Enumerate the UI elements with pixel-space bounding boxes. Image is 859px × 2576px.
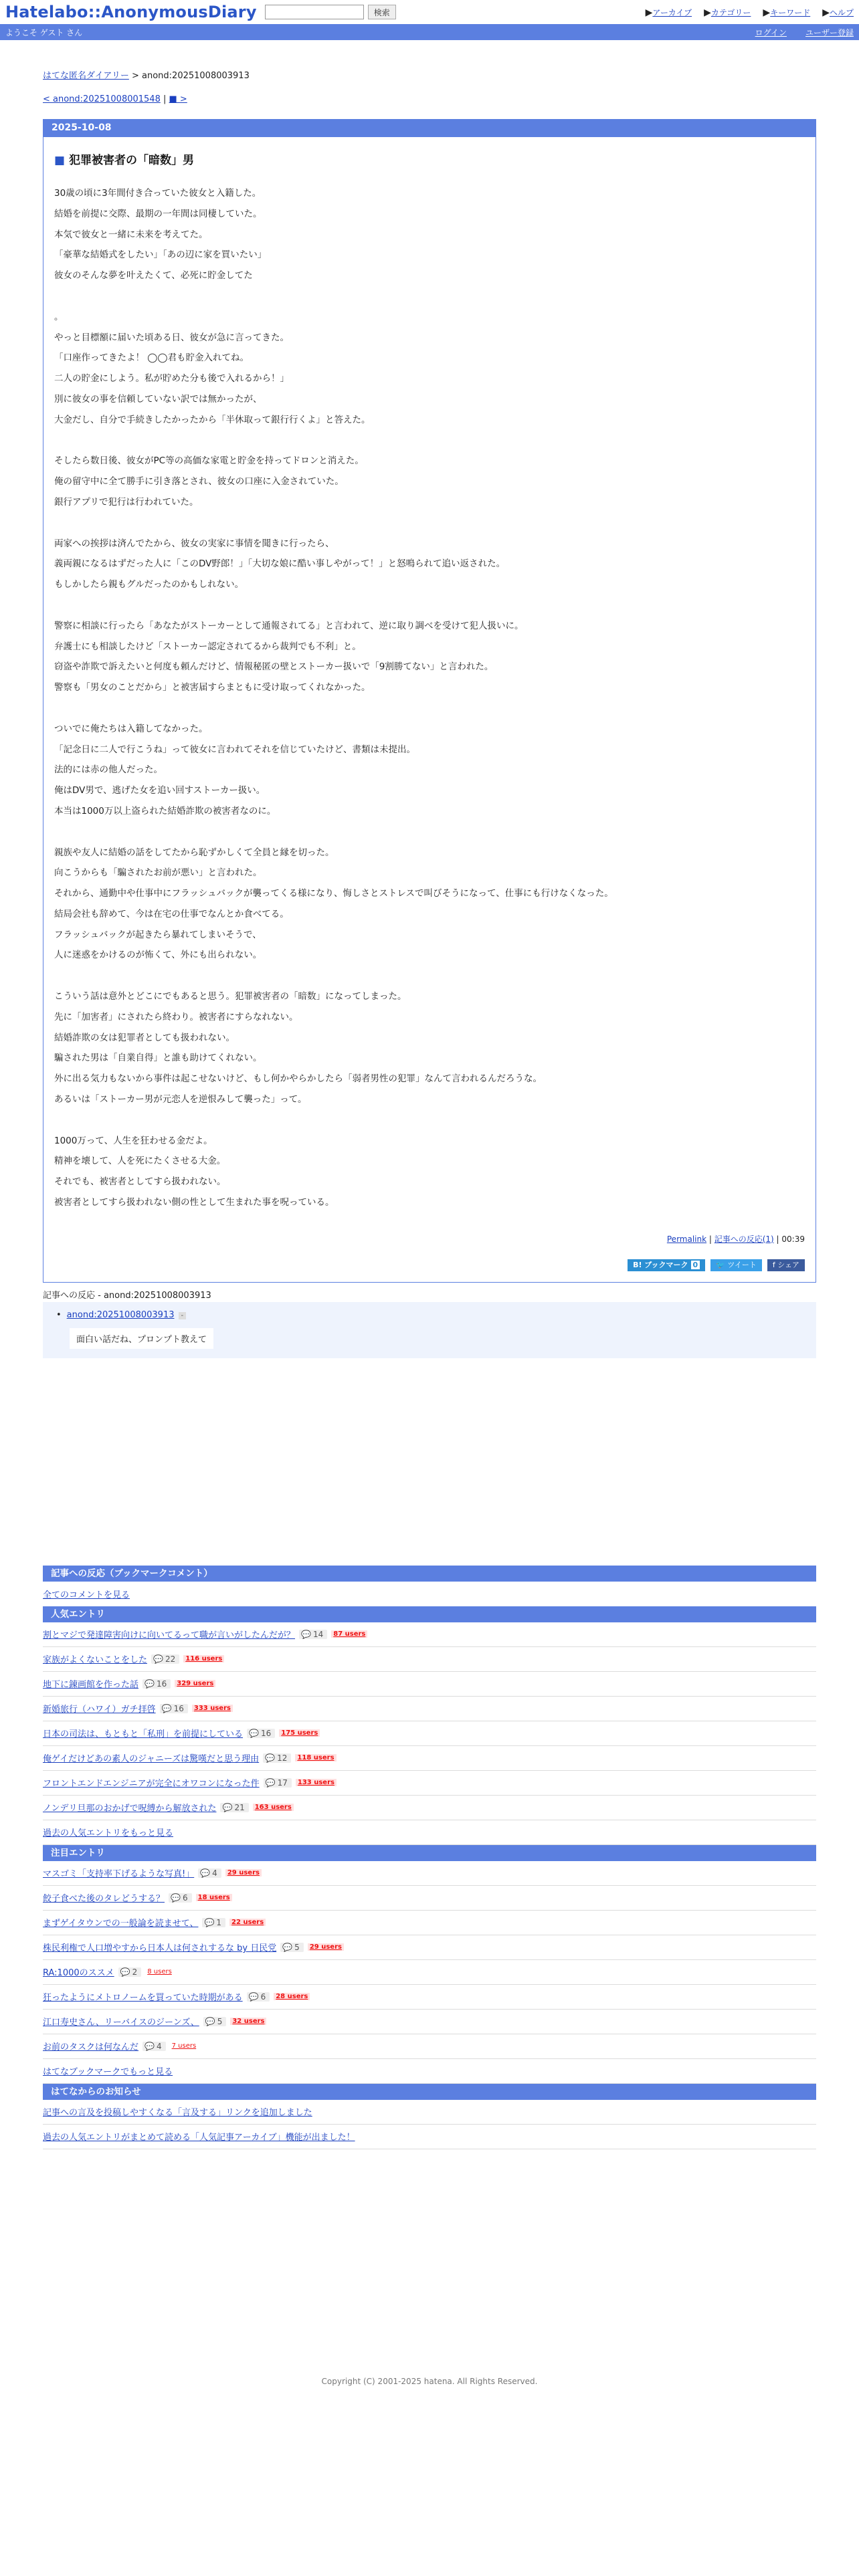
entry-link[interactable]: 日本の司法は、もともと「私刑」を前提にしている xyxy=(43,1729,244,1740)
entry-line: 被害者としてすら扱われない側の性として生まれた事を呪っている。 xyxy=(54,1197,335,1208)
login-link[interactable]: ログイン xyxy=(755,27,787,37)
comment-count-badge[interactable] xyxy=(151,1654,179,1664)
entry-link[interactable]: お前のタスクは何なんだ xyxy=(43,2042,139,2053)
footer-separator: | xyxy=(706,1234,714,1244)
comment-bubble-icon: 💬 xyxy=(153,1654,163,1664)
entry-line: 向こうからも「騙されたお前が悪い」と言われた。 xyxy=(54,867,262,879)
list-item xyxy=(43,1721,816,1746)
list-item xyxy=(43,1672,816,1697)
notices-header: はてなからのお知らせ xyxy=(43,2084,816,2100)
comment-count: 6 xyxy=(182,1893,188,1903)
breadcrumb-home-link[interactable]: はてな匿名ダイアリー xyxy=(43,71,129,81)
archive-link[interactable] xyxy=(646,7,692,18)
entry-line: 警察に相談に行ったら「あなたがストーカーとして通報されてる」と言われて、逆に取り調べを受けて犯人扱いに。 xyxy=(54,620,524,631)
comment-bubble-icon: 💬 xyxy=(248,1992,259,2002)
entry-line: それでも、被害者としてすら扱われない。 xyxy=(54,1176,226,1188)
users-count-badge[interactable]: 18 users xyxy=(196,1894,232,1901)
entry-line: そしたら数日後、彼女がPC等の高価な家電と貯金を持ってドロンと消えた。 xyxy=(54,455,364,467)
comment-bubble-icon: 💬 xyxy=(301,1629,311,1639)
entry-link[interactable]: RA:1000のススメ xyxy=(43,1968,114,1979)
comment-bubble-icon: 💬 xyxy=(205,2016,215,2026)
comment-count: 1 xyxy=(216,1917,222,1927)
comment-count-badge[interactable] xyxy=(160,1704,188,1713)
entry-line: 先に「加害者」にされたら終わり。被害者にすらなれない。 xyxy=(54,1011,298,1023)
entry-link[interactable]: 家族がよくないことをした xyxy=(43,1655,148,1666)
list-item xyxy=(43,1861,816,1886)
entry-title xyxy=(54,150,805,167)
users-count-badge[interactable]: 8 users xyxy=(147,1968,172,1976)
breadcrumb-current: anond:20251008003913 xyxy=(142,71,250,81)
entry-line: 結婚を前提に交際、最期の一年間は同棲していた。 xyxy=(54,208,262,219)
hatena-bookmark-label: B! ブックマーク xyxy=(633,1260,688,1269)
entry-line: 1000万って、人生を狂わせる金だよ。 xyxy=(54,1135,213,1146)
comment-count-badge[interactable] xyxy=(142,2042,166,2051)
list-item xyxy=(43,1697,816,1721)
comment-count-badge[interactable] xyxy=(247,1992,270,2002)
entry-line: ついでに俺たちは入籍してなかった。 xyxy=(54,723,208,734)
users-count-badge[interactable]: 28 users xyxy=(274,1993,310,2000)
users-count-badge[interactable]: 329 users xyxy=(175,1680,215,1687)
users-count-badge[interactable]: 333 users xyxy=(192,1705,233,1712)
share-buttons xyxy=(54,1259,805,1271)
tweet-label: ツイート xyxy=(727,1260,757,1269)
entry-line: 義両親になるはずだった人に「このDV野郎！」「大切な娘に酷い事しやがって！」と怒鳴られて追い返された。 xyxy=(54,558,506,570)
entry-line: 警察も「男女のことだから」と被害届すらまともに受け取ってくれなかった。 xyxy=(54,682,371,693)
breadcrumb xyxy=(43,68,816,81)
all-comments-row xyxy=(43,1582,816,1606)
entry-line: 親族や友人に結婚の話をしてたから恥ずかしくて全員と縁を切った。 xyxy=(54,847,335,858)
comment-count: 5 xyxy=(294,1942,300,1952)
comment-count: 6 xyxy=(260,1992,266,2002)
users-count-badge[interactable]: 32 users xyxy=(230,2018,266,2025)
reaction-item xyxy=(56,1310,816,1320)
entry-line: フラッシュバックが起きたら暴れてしまいそうで、 xyxy=(54,929,262,940)
entry-line: 「記念日に二人で行こうね」って彼女に言われてそれを信じていたけど、書類は未提出。 xyxy=(54,744,415,755)
entry-line: 両家への挨拶は済んでたから、彼女の実家に事情を聞きに行ったら、 xyxy=(54,538,335,549)
comment-count: 4 xyxy=(156,2041,162,2051)
entry-line: 結局会社も辞めて、今は在宅の仕事でなんとか食べてる。 xyxy=(54,908,289,920)
all-comments-link[interactable]: 全てのコメントを見る xyxy=(43,1590,130,1600)
entry-line: 本気で彼女と一緒に未来を考えてた。 xyxy=(54,229,208,240)
list-item xyxy=(43,1796,816,1820)
users-count-badge[interactable]: 118 users xyxy=(295,1754,336,1761)
comment-count: 17 xyxy=(277,1778,288,1788)
entry-line xyxy=(54,431,805,451)
entry-line: こういう話は意外とどこにでもあると思う。犯罪被害者の「暗数」になってしまった。 xyxy=(54,991,407,1002)
comment-bubble-icon: 💬 xyxy=(161,1703,172,1713)
entry-line: それから、通勤中や仕事中にフラッシュバックが襲ってくる様になり、悔しさとストレスで叫びそうになって、仕事にも行けなくなった。 xyxy=(54,888,613,899)
triangle-right-icon: ▶ xyxy=(822,7,830,18)
entry-time: | 00:39 xyxy=(773,1234,805,1244)
users-count-badge[interactable]: 163 users xyxy=(253,1804,294,1811)
featured-entries-list xyxy=(43,1861,816,2059)
entry-line: 「豪華な結婚式をしたい」「あの辺に家を買いたい」 xyxy=(54,249,267,261)
list-item xyxy=(43,1886,816,1911)
entry-line xyxy=(54,822,805,843)
users-count-badge[interactable]: 116 users xyxy=(183,1655,224,1662)
comment-bubble-icon: 💬 xyxy=(265,1778,276,1788)
entry-line: 別に彼女の事を信頼していない訳では無かったが、 xyxy=(54,393,262,405)
permalink[interactable]: Permalink xyxy=(666,1234,707,1244)
entry-line: 二人の貯金にしよう。私が貯めた分も後で入れるから！」 xyxy=(54,373,289,385)
copyright: Copyright (C) 2001-2025 hatena. All Rights Reserved. xyxy=(321,2376,538,2386)
users-count-badge[interactable]: 29 users xyxy=(308,1943,344,1951)
entry-link[interactable]: 俺ゲイだけどあの素人のジャニーズは驚嘆だと思う理由 xyxy=(43,1754,260,1765)
comment-count: 22 xyxy=(165,1654,176,1664)
comment-count: 2 xyxy=(132,1967,138,1977)
comment-count-badge[interactable] xyxy=(203,2017,227,2026)
entry-box xyxy=(43,119,816,1283)
entry-line xyxy=(54,1110,805,1131)
comment-count-badge[interactable] xyxy=(280,1943,304,1952)
entry-line xyxy=(54,595,805,616)
comment-bubble-icon: 💬 xyxy=(145,1679,155,1689)
search-button[interactable]: 検索 xyxy=(368,5,396,19)
entry-line xyxy=(54,513,805,534)
comment-count-badge[interactable] xyxy=(142,1679,171,1689)
prev-next-separator: | xyxy=(160,94,169,104)
square-icon: ■ xyxy=(54,154,66,167)
comment-count-badge[interactable] xyxy=(202,1918,225,1927)
entry-line xyxy=(54,966,805,986)
twitter-bird-icon: 🐦 xyxy=(716,1260,725,1269)
entry-line: あるいは「ストーカー男が元恋人を逆恨みして襲った」って。 xyxy=(54,1094,307,1105)
breadcrumb-separator: > xyxy=(128,71,142,81)
list-item xyxy=(43,1935,816,1960)
entry-line: 人に迷惑をかけるのが怖くて、外にも出られない。 xyxy=(54,950,262,961)
list-item xyxy=(43,1960,816,1985)
notice-link[interactable]: 過去の人気エントリがまとめて読める「人気記事アーカイブ」機能が出ました！ xyxy=(43,2133,355,2143)
comment-count-badge[interactable] xyxy=(299,1630,327,1639)
users-count-badge[interactable]: 7 users xyxy=(171,2042,197,2050)
entry-line: 騙された男は「自業自得」と誰も助けてくれない。 xyxy=(54,1053,262,1064)
entry-link[interactable]: 新婚旅行（ハワイ）ガチ拝啓 xyxy=(43,1705,156,1715)
keyword-link-text[interactable]: キーワード xyxy=(770,7,811,17)
popular-more-row xyxy=(43,1820,816,1845)
entry-link[interactable]: 江口寿史さん、リーバイスのジーンズ、 xyxy=(43,2018,199,2028)
comment-count: 16 xyxy=(156,1679,167,1689)
archive-link-text[interactable]: アーカイブ xyxy=(652,7,692,17)
list-item xyxy=(43,2034,816,2059)
search-input[interactable] xyxy=(265,5,364,19)
entry-line: 俺の留守中に全て勝手に引き落とされ、彼女の口座に入金されていた。 xyxy=(54,476,344,488)
reactions-link[interactable]: 記事への反応(1) xyxy=(714,1234,774,1244)
entry-line: 外に出る気力もないから事件は起こせないけど、もし何かやらかしたら「弱者男性の犯罪」なんて言われるんだろうな。 xyxy=(54,1073,542,1085)
register-link[interactable]: ユーザー登録 xyxy=(805,27,854,37)
triangle-right-icon: ▶ xyxy=(645,7,653,18)
entry-link[interactable]: 狂ったようにメトロノームを買っていた時期がある xyxy=(43,1993,243,2004)
top-bar xyxy=(0,0,859,24)
entry-title-text: 犯罪被害者の「暗数」男 xyxy=(69,154,195,167)
comment-count-badge[interactable] xyxy=(263,1753,291,1763)
entry-link[interactable]: まずゲイタウンでの一般論を読ませて、 xyxy=(43,1919,199,1929)
bookmark-count: 0 xyxy=(691,1261,700,1269)
hatena-bookmark-button[interactable] xyxy=(628,1259,705,1271)
reaction-text: 面白い話だね、プロンプト教えて xyxy=(70,1328,213,1349)
help-link[interactable] xyxy=(822,7,854,18)
next-entry-link[interactable]: ■ > xyxy=(169,94,187,104)
entry-body xyxy=(54,183,805,1213)
comment-count: 12 xyxy=(277,1753,288,1763)
notice-link[interactable]: 記事への言及を投稿しやすくなる「言及する」リンクを追加しました xyxy=(43,2108,312,2119)
bookmark-comments-header: 記事への反応（ブックマークコメント） xyxy=(43,1566,816,1582)
entry-line: 弁護士にも相談したけど「ストーカー認定されてるから裁判でも不利」と。 xyxy=(54,641,361,652)
comment-count: 14 xyxy=(312,1629,324,1639)
list-item xyxy=(43,1985,816,2010)
entry-line: 窃盗や詐欺で訴えたいと何度も頼んだけど、情報秘匿の壁とストーカー扱いで「9割勝てない」と言われた。 xyxy=(54,661,494,673)
comment-count-badge[interactable] xyxy=(198,1868,221,1878)
triangle-right-icon: ▶ xyxy=(763,7,771,18)
comment-count-badge[interactable] xyxy=(264,1778,292,1788)
popular-entries-list xyxy=(43,1622,816,1820)
keyword-link[interactable] xyxy=(763,7,810,18)
entry-line: 30歳の頃に3年間付き合っていた彼女と入籍した。 xyxy=(54,188,262,199)
site-logo[interactable]: Hatelabo::AnonymousDiary xyxy=(5,3,257,21)
comment-count: 16 xyxy=(173,1703,184,1713)
facebook-share-label: シェア xyxy=(777,1260,799,1269)
entry-line xyxy=(54,698,805,719)
list-item xyxy=(43,1771,816,1796)
entry-link[interactable]: 地下に錬画館を作った話 xyxy=(43,1680,139,1691)
entry-link[interactable]: 餃子食べた後のタレどうする？ xyxy=(43,1894,165,1905)
search-box xyxy=(265,5,396,19)
tweet-button[interactable] xyxy=(710,1259,762,1271)
entry-line: 大金だし、自分で手続きしたかったから「半休取って銀行行くよ」と答えた。 xyxy=(54,414,371,425)
triangle-right-icon: ▶ xyxy=(704,7,711,18)
entry-line: 銀行アプリで犯行は行われていた。 xyxy=(54,496,199,508)
entry-link[interactable]: 割とマジで発達障害向けに向いてるって職が言いがしたんだが？ xyxy=(43,1630,296,1641)
entry-line: 彼女のそんな夢を叶えたくて、必死に貯金してた xyxy=(54,270,253,282)
comment-bubble-icon: 💬 xyxy=(171,1893,181,1903)
comment-bubble-icon: 💬 xyxy=(265,1753,276,1763)
facebook-share-button[interactable] xyxy=(767,1259,805,1271)
entry-line: 「口座作ってきたよ！ ◯◯君も貯金入れてね。 xyxy=(54,352,250,364)
entry-line xyxy=(54,286,805,307)
entry-line: 俺はDV男で、逃げた女を追い回すストーカー扱い。 xyxy=(54,785,266,796)
comment-count: 4 xyxy=(212,1868,217,1878)
comment-bubble-icon: 💬 xyxy=(204,1917,215,1927)
comment-count-badge[interactable] xyxy=(247,1729,275,1738)
comment-count: 5 xyxy=(217,2016,223,2026)
comment-count: 16 xyxy=(260,1728,272,1738)
featured-entries-header: 注目エントリ xyxy=(43,1845,816,1861)
prev-next-nav xyxy=(43,94,816,104)
users-count-badge[interactable]: 22 users xyxy=(229,1919,266,1926)
ad-space xyxy=(43,1358,816,1566)
users-count-badge[interactable]: 133 users xyxy=(296,1779,337,1786)
entry-line: 本当は1000万以上盗られた結婚詐欺の被害者なのに。 xyxy=(54,805,276,817)
entry-line: やっと目標額に届いた頃ある日、彼女が急に言ってきた。 xyxy=(54,332,289,343)
comment-bubble-icon: 💬 xyxy=(145,2041,155,2051)
entry-date: 2025-10-08 xyxy=(43,120,816,137)
top-links xyxy=(646,7,854,18)
welcome-bar xyxy=(0,24,859,40)
reactions-title: 記事への反応 - anond:20251008003913 xyxy=(43,1290,211,1301)
facebook-icon: f xyxy=(772,1260,775,1269)
entry-line: 結婚詐欺の女は犯罪者としても扱われない。 xyxy=(54,1032,235,1043)
users-count-badge[interactable]: 87 users xyxy=(331,1630,367,1638)
notice-row xyxy=(43,2100,816,2125)
prev-entry-link[interactable]: < anond:20251008001548 xyxy=(43,94,161,104)
category-link-text[interactable]: カテゴリー xyxy=(710,7,751,17)
comment-count-badge[interactable] xyxy=(169,1893,192,1903)
comment-count-badge[interactable] xyxy=(118,1967,142,1977)
reaction-link[interactable]: anond:20251008003913 xyxy=(66,1309,175,1320)
help-link-text[interactable]: ヘルプ xyxy=(829,7,854,17)
welcome-text: ようこそ ゲスト さん xyxy=(5,27,83,37)
reactions-box xyxy=(43,1302,816,1358)
list-item xyxy=(43,1647,816,1672)
users-count-badge[interactable]: 175 users xyxy=(279,1729,320,1737)
entry-footer xyxy=(54,1233,805,1245)
bullet-icon: • xyxy=(56,1309,62,1320)
entry-line: 精神を壊して、人を死にたくさせる大金。 xyxy=(54,1156,226,1167)
main-content xyxy=(43,68,816,2386)
spacer xyxy=(43,2149,816,2377)
comment-count: 21 xyxy=(234,1802,245,1812)
list-item xyxy=(43,1911,816,1935)
category-link[interactable] xyxy=(704,7,751,18)
entry-link[interactable]: フロントエンドエンジニアが完全にオワコンになった件 xyxy=(43,1779,260,1790)
users-count-badge[interactable]: 29 users xyxy=(225,1869,262,1876)
notice-row xyxy=(43,2125,816,2149)
reaction-toggle[interactable]: - xyxy=(179,1312,187,1319)
comment-bubble-icon: 💬 xyxy=(120,1967,130,1977)
comment-bubble-icon: 💬 xyxy=(282,1942,293,1952)
popular-more-link[interactable]: 過去の人気エントリをもっと見る xyxy=(43,1828,174,1839)
entry-link[interactable]: ノンデリ旦那のおかげで呪縛から解放された xyxy=(43,1804,217,1814)
comment-bubble-icon: 💬 xyxy=(249,1728,259,1738)
entry-link[interactable]: 株民利権で人口増やすから日本人は何されするな by 日民党 xyxy=(43,1943,277,1954)
list-item xyxy=(43,1622,816,1647)
entry-line: 。 xyxy=(54,311,64,322)
comment-bubble-icon: 💬 xyxy=(222,1802,233,1812)
comment-count-badge[interactable] xyxy=(220,1803,248,1812)
comment-bubble-icon: 💬 xyxy=(200,1868,211,1878)
entry-line: もしかしたら親もグルだったのかもしれない。 xyxy=(54,579,244,591)
list-item xyxy=(43,2010,816,2034)
featured-more-row xyxy=(43,2059,816,2084)
featured-more-link[interactable]: はてなブックマークでもっと見る xyxy=(43,2067,173,2078)
list-item xyxy=(43,1746,816,1771)
entry-line: 法的には赤の他人だった。 xyxy=(54,764,163,776)
popular-entries-header: 人気エントリ xyxy=(43,1606,816,1622)
entry-link[interactable]: マスゴミ「支持率下げるような写真!」 xyxy=(43,1869,195,1880)
